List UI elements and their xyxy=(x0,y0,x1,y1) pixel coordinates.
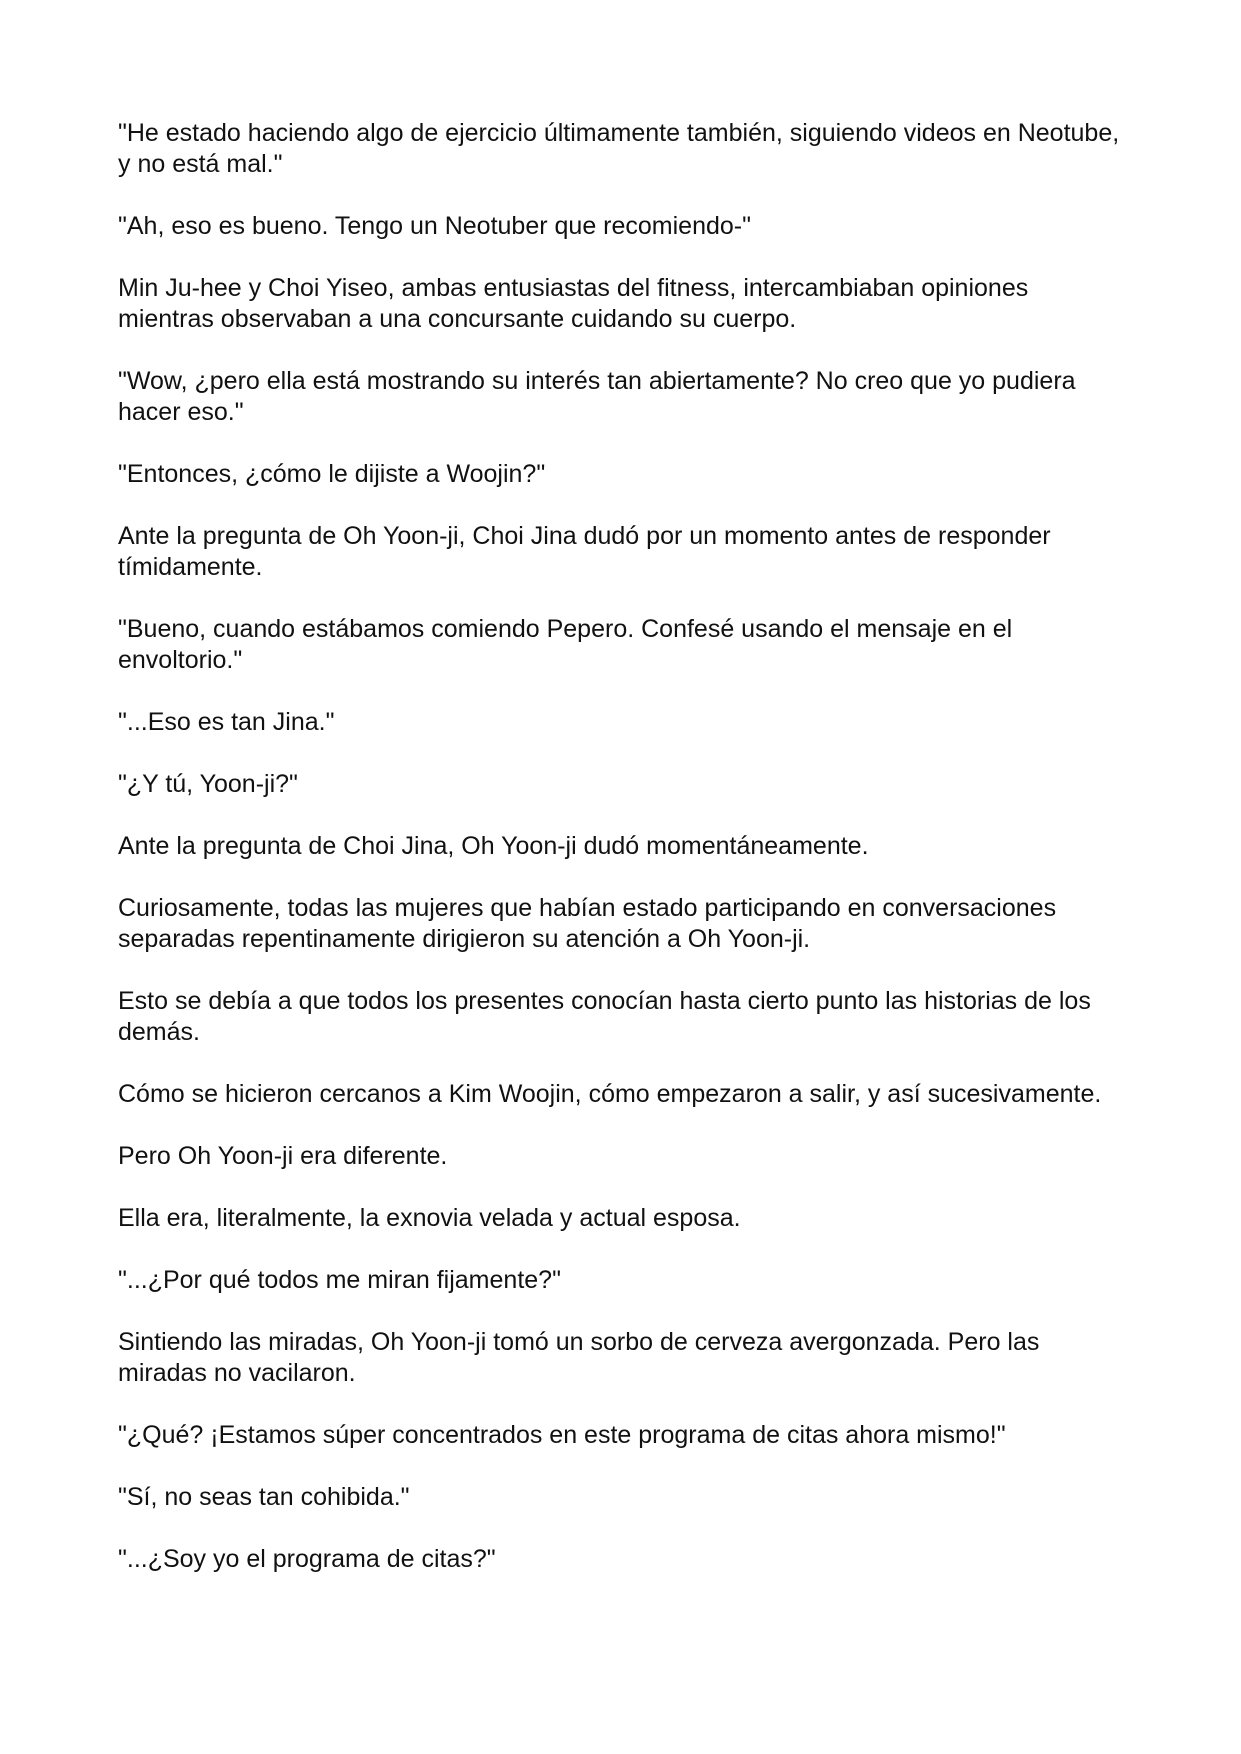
paragraph: "Entonces, ¿cómo le dijiste a Woojin?" xyxy=(118,460,546,488)
paragraph: "Ah, eso es bueno. Tengo un Neotuber que recomiendo-" xyxy=(118,212,751,240)
paragraph: "Sí, no seas tan cohibida." xyxy=(118,1483,410,1511)
paragraph: Curiosamente, todas las mujeres que habían estado participando en conversaciones separadas repentinamente dirigieron su atención a Oh Yoon-ji. xyxy=(118,894,1057,953)
paragraph: Ante la pregunta de Oh Yoon-ji, Choi Jina dudó por un momento antes de responder tímidamente. xyxy=(118,522,1051,581)
paragraph: "...¿Soy yo el programa de citas?" xyxy=(118,1545,496,1573)
paragraph: Min Ju-hee y Choi Yiseo, ambas entusiastas del fitness, intercambiaban opiniones mientras observaban a una concursante cuidando su cuerpo. xyxy=(118,274,1029,333)
paragraph: Sintiendo las miradas, Oh Yoon-ji tomó un sorbo de cerveza avergonzada. Pero las miradas no vacilaron. xyxy=(118,1328,1040,1387)
paragraph: Ante la pregunta de Choi Jina, Oh Yoon-ji dudó momentáneamente. xyxy=(118,832,869,860)
paragraph: "Wow, ¿pero ella está mostrando su interés tan abiertamente? No creo que yo pudiera hacer eso." xyxy=(118,367,1076,426)
paragraph: "Bueno, cuando estábamos comiendo Pepero. Confesé usando el mensaje en el envoltorio." xyxy=(118,615,1013,674)
paragraph: "...Eso es tan Jina." xyxy=(118,708,335,736)
paragraph: "...¿Por qué todos me miran fijamente?" xyxy=(118,1266,561,1294)
paragraph: Ella era, literalmente, la exnovia velada y actual esposa. xyxy=(118,1204,741,1232)
paragraph: "¿Y tú, Yoon-ji?" xyxy=(118,770,298,798)
paragraph: Cómo se hicieron cercanos a Kim Woojin, cómo empezaron a salir, y así sucesivamente. xyxy=(118,1080,1102,1108)
paragraph: "He estado haciendo algo de ejercicio últimamente también, siguiendo videos en Neotube, y no está mal." xyxy=(118,119,1120,178)
paragraph: Pero Oh Yoon-ji era diferente. xyxy=(118,1142,448,1170)
paragraph: Esto se debía a que todos los presentes conocían hasta cierto punto las historias de los demás. xyxy=(118,987,1091,1046)
paragraph: "¿Qué? ¡Estamos súper concentrados en este programa de citas ahora mismo!" xyxy=(118,1421,1006,1449)
document-page xyxy=(118,118,1128,1606)
